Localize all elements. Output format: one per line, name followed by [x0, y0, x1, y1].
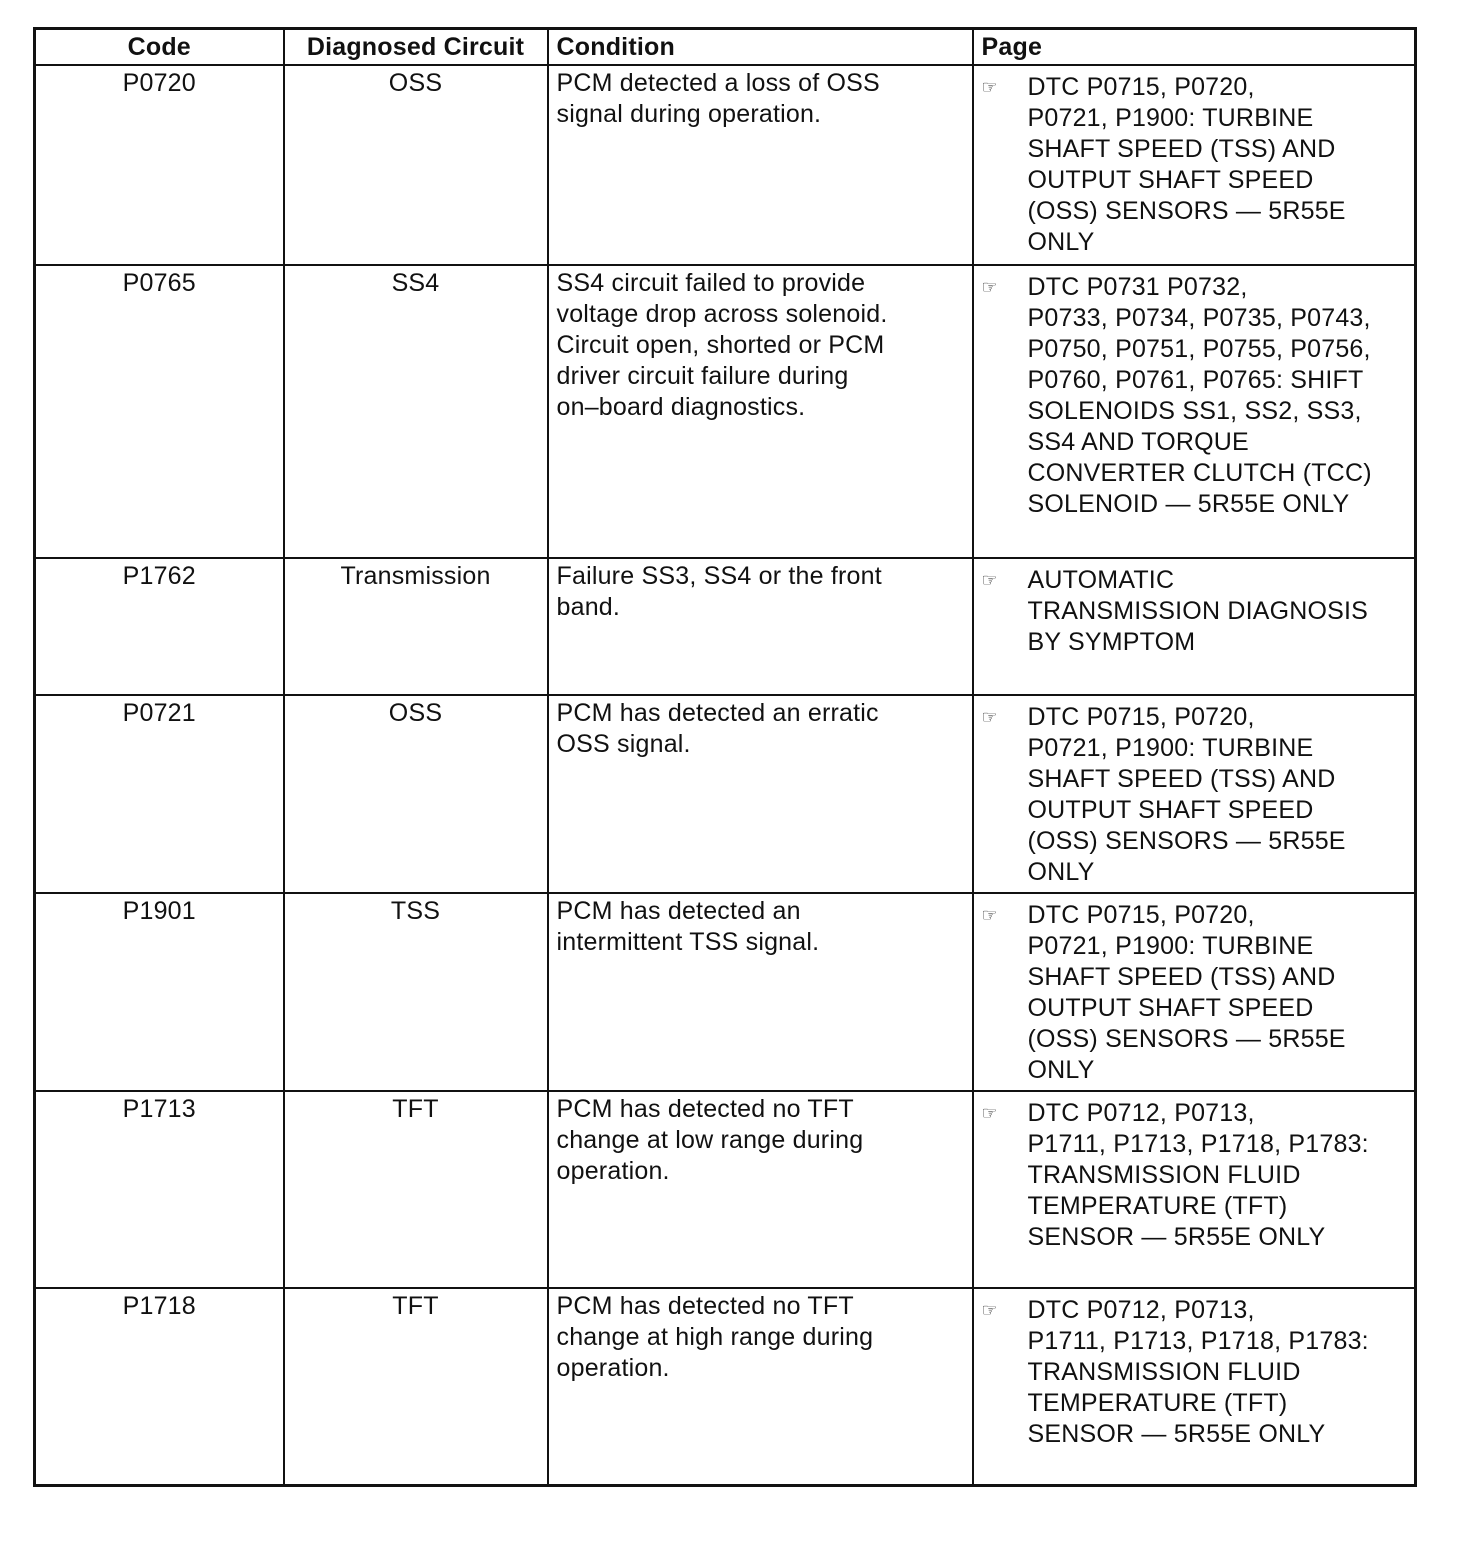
condition-cell [548, 65, 973, 265]
condition-cell [548, 558, 973, 695]
page-reference-link[interactable]: DTC P0715, P0720, P0721, P1900: TURBINE SHAFT SPEED (TSS) AND OUTPUT SHAFT SPEED (OSS) SENSORS — 5R55E ONLY [1027, 73, 1346, 256]
condition-text: PCM detected a loss of OSS signal during operation. [556, 69, 880, 128]
table-row [35, 695, 1416, 893]
pointing-hand-icon: ☞ [981, 1300, 998, 1320]
page-reference-link[interactable]: DTC P0715, P0720, P0721, P1900: TURBINE SHAFT SPEED (TSS) AND OUTPUT SHAFT SPEED (OSS) SENSORS — 5R55E ONLY [1027, 703, 1346, 886]
page-cell [973, 265, 1416, 558]
circuit-cell: OSS [284, 695, 548, 893]
table-row [35, 65, 1416, 265]
page-reference-link[interactable]: DTC P0712, P0713, P1711, P1713, P1718, P1783: TRANSMISSION FLUID TEMPERATURE (TFT) SENSOR — 5R55E ONLY [1027, 1296, 1369, 1448]
pointing-hand-icon: ☞ [981, 707, 998, 727]
condition-cell [548, 695, 973, 893]
code-cell: P1762 [35, 558, 284, 695]
code-cell: P1713 [35, 1091, 284, 1288]
page-cell [973, 1288, 1416, 1485]
pointing-hand-icon: ☞ [981, 905, 998, 925]
condition-text: SS4 circuit failed to provide voltage drop across solenoid. Circuit open, shorted or PCM driver circuit failure during on–board diagnostics. [556, 269, 888, 421]
condition-text: Failure SS3, SS4 or the front band. [556, 562, 882, 621]
circuit-cell: OSS [284, 65, 548, 265]
condition-cell [548, 1091, 973, 1288]
page-cell [973, 65, 1416, 265]
pointing-hand-icon: ☞ [981, 570, 998, 590]
table-row [35, 265, 1416, 558]
page-cell [973, 695, 1416, 893]
pointing-hand-icon: ☞ [981, 1103, 998, 1123]
circuit-cell: TFT [284, 1288, 548, 1485]
page-reference-link[interactable]: DTC P0715, P0720, P0721, P1900: TURBINE SHAFT SPEED (TSS) AND OUTPUT SHAFT SPEED (OSS) SENSORS — 5R55E ONLY [1027, 901, 1346, 1084]
page-cell [973, 558, 1416, 695]
condition-text: PCM has detected an erratic OSS signal. [556, 699, 879, 758]
code-cell: P0721 [35, 695, 284, 893]
table-row [35, 1091, 1416, 1288]
table-row [35, 558, 1416, 695]
condition-text: PCM has detected no TFT change at low range during operation. [556, 1095, 864, 1185]
condition-cell [548, 265, 973, 558]
header-condition: Condition [548, 29, 973, 66]
table-row [35, 893, 1416, 1091]
page-reference-link[interactable]: DTC P0712, P0713, P1711, P1713, P1718, P1783: TRANSMISSION FLUID TEMPERATURE (TFT) SENSOR — 5R55E ONLY [1027, 1099, 1369, 1251]
page-reference-link[interactable]: DTC P0731 P0732, P0733, P0734, P0735, P0743, P0750, P0751, P0755, P0756, P0760, P0761, P0765: SHIFT SOLENOIDS SS1, SS2, SS3, SS4 AND TORQUE CONVERTER CLUTCH (TCC) SOLENOID — 5R55E ONLY [1027, 273, 1372, 518]
circuit-cell: SS4 [284, 265, 548, 558]
table-row [35, 1288, 1416, 1485]
code-cell: P0720 [35, 65, 284, 265]
code-cell: P1718 [35, 1288, 284, 1485]
condition-text: PCM has detected an intermittent TSS signal. [556, 897, 820, 956]
condition-cell [548, 893, 973, 1091]
header-diagnosed-circuit: Diagnosed Circuit [284, 29, 548, 66]
page-cell [973, 1091, 1416, 1288]
table-header-row [35, 29, 1416, 66]
condition-cell [548, 1288, 973, 1485]
condition-text: PCM has detected no TFT change at high range during operation. [556, 1292, 874, 1382]
circuit-cell: Transmission [284, 558, 548, 695]
header-page: Page [973, 29, 1416, 66]
pointing-hand-icon: ☞ [981, 277, 998, 297]
header-code: Code [35, 29, 284, 66]
circuit-cell: TSS [284, 893, 548, 1091]
dtc-table [33, 27, 1417, 1487]
code-cell: P1901 [35, 893, 284, 1091]
code-cell: P0765 [35, 265, 284, 558]
circuit-cell: TFT [284, 1091, 548, 1288]
page-reference-link[interactable]: AUTOMATIC TRANSMISSION DIAGNOSIS BY SYMPTOM [1027, 566, 1369, 656]
page-cell [973, 893, 1416, 1091]
pointing-hand-icon: ☞ [981, 77, 998, 97]
